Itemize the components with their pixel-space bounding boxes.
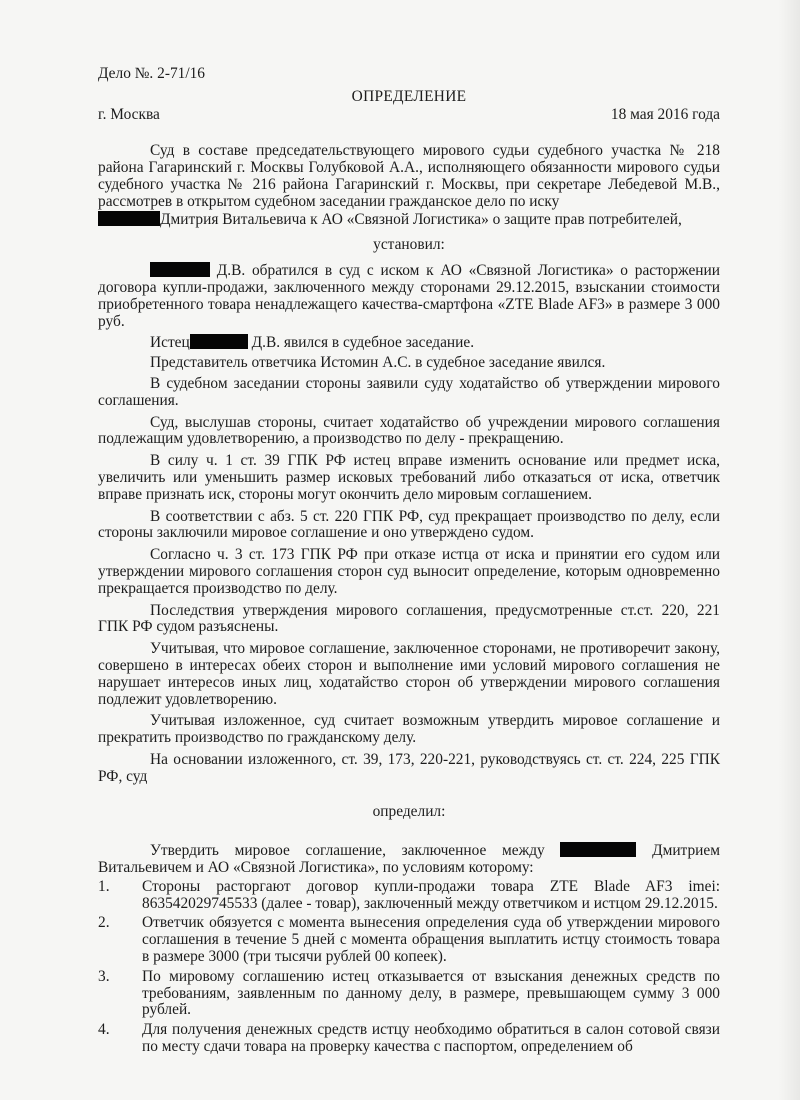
established-paragraph-7: В соответствии с абз. 5 ст. 220 ГПК РФ, суд прекращает производство по делу, если стороны заключили мировое соглашение и оно утверждено судом.	[98, 507, 720, 542]
decided-intro-text-b: Дмитрием Витальевичем и АО «Связной Логистика», по условиям которому:	[98, 842, 720, 877]
section-heading-established: установил:	[373, 236, 445, 254]
scan-edge-shadow	[778, 0, 800, 1100]
plaintiff-label: Истец	[150, 334, 190, 352]
established-paragraph-6: В силу ч. 1 ст. 39 ГПК РФ истец вправе изменить основание или предмет иска, увеличить или уменьшить размер исковых требований либо отказаться от иска, ответчик вправе признать иск, стороны могут окончить дело мировым соглашением.	[98, 452, 720, 503]
document-body	[98, 66, 720, 1056]
list-item-number: 3.	[98, 967, 110, 985]
list-item-number: 1.	[98, 877, 110, 895]
case-number: Дело №. 2-71/16	[98, 65, 205, 82]
place-date-row	[98, 107, 720, 124]
list-item-number: 2.	[98, 914, 110, 932]
established-paragraph-8: Согласно ч. 3 ст. 173 ГПК РФ при отказе истца от иска и принятии его судом или утверждении мирового соглашения сторон суд выносит определение, которым одновременно прекращается производство по делу.	[98, 546, 720, 597]
established-paragraph-2	[98, 334, 720, 352]
document-date: 18 мая 2016 года	[610, 105, 720, 123]
list-item-text: По мировому соглашению истец отказывается от взыскания денежных средств по требованиям, заявленным по данному делу, в размере, превышающем сумму 3 000 рублей.	[142, 967, 720, 1019]
list-item-number: 4.	[98, 1021, 110, 1039]
redacted-name-block	[190, 334, 248, 349]
established-paragraph-1	[98, 262, 720, 330]
list-item	[98, 915, 720, 965]
established-paragraph-3: Представитель ответчика Истомин А.С. в судебное заседание явился.	[150, 354, 606, 372]
list-item-text: Стороны расторгают договор купли-продажи товара ZTE Blade AF3 imei: 863542029745533 (далее - товар), заключенный между ответчиком и истцом 29.12.2015.	[142, 877, 720, 912]
redacted-name-block	[150, 262, 210, 277]
established-paragraph-10: Учитывая, что мировое соглашение, заключенное сторонами, не противоречит закону, совершено в интересах обеих сторон и выполнение ими условий мирового соглашения не нарушает интересов иных лиц, ходатайство сторон об утверждении мирового соглашения подлежит удовлетворению.	[98, 640, 720, 708]
list-item	[98, 1022, 720, 1056]
list-item	[98, 879, 720, 913]
established-paragraph-5: Суд, выслушав стороны, считает ходатайство об учреждении мирового соглашения подлежащим удовлетворению, а производство по делу - прекращению.	[98, 413, 720, 448]
list-item-text: Ответчик обязуется с момента вынесения определения суда об утверждении мирового соглашения в течение 5 дней с момента обращения выплатить истцу стоимость товара в размере 3000 (три тысячи рублей 00 копеек).	[142, 914, 720, 966]
intro-paragraph	[98, 143, 720, 228]
established-text-1: Д.В. обратился в суд с иском к АО «Связной Логистика» о расторжении договора купли-продажи, заключенного между сторонами 29.12.2015, взыскании стоимости приобретенного товара ненадлежащего качества-смартфона «ZTE Blade AF3» в размере 3 000 руб.	[98, 262, 720, 330]
intro-text-part1: Суд в составе председательствующего мирового судьи судебного участка № 218 района Гагаринский г. Москвы Голубковой А.А., исполняющего обязанности мирового судьи судебного участка № 216 района Гагаринский г. Москвы, при секретаре Лебедевой М.В., рассмотрев в открытом судебном заседании гражданское дело по иску	[98, 142, 720, 210]
established-paragraph-11: Учитывая изложенное, суд считает возможным утвердить мировое соглашение и прекратить производство по гражданскому делу.	[98, 712, 720, 747]
document-title: ОПРЕДЕЛЕНИЕ	[351, 87, 467, 105]
list-item-text: Для получения денежных средств истцу необходимо обратиться в салон сотовой связи по месту сдачи товара на проверку качества с паспортом, определением об	[142, 1021, 720, 1056]
section-heading-decided: определил:	[372, 803, 446, 821]
redacted-name-block	[560, 842, 636, 857]
decided-intro-text-a: Утвердить мировое соглашение, заключенное между	[150, 842, 545, 860]
city: г. Москва	[98, 105, 160, 123]
established-paragraph-12: На основании изложенного, ст. 39, 173, 220-221, руководствуясь ст. ст. 224, 225 ГПК РФ, суд	[98, 750, 720, 785]
redacted-name-block	[98, 211, 160, 226]
established-text-2: Д.В. явился в судебное заседание.	[251, 334, 475, 352]
established-paragraph-9: Последствия утверждения мирового соглашения, предусмотренные ст.ст. 220, 221 ГПК РФ судом разъяснены.	[98, 601, 720, 636]
decided-intro-paragraph	[98, 842, 720, 877]
list-item	[98, 969, 720, 1019]
intro-text-part2: Дмитрия Витальевича к АО «Связной Логистика» о защите прав потребителей,	[160, 210, 682, 228]
established-paragraph-4: В судебном заседании стороны заявили суду ходатайство об утверждении мирового соглашения.	[98, 374, 720, 409]
